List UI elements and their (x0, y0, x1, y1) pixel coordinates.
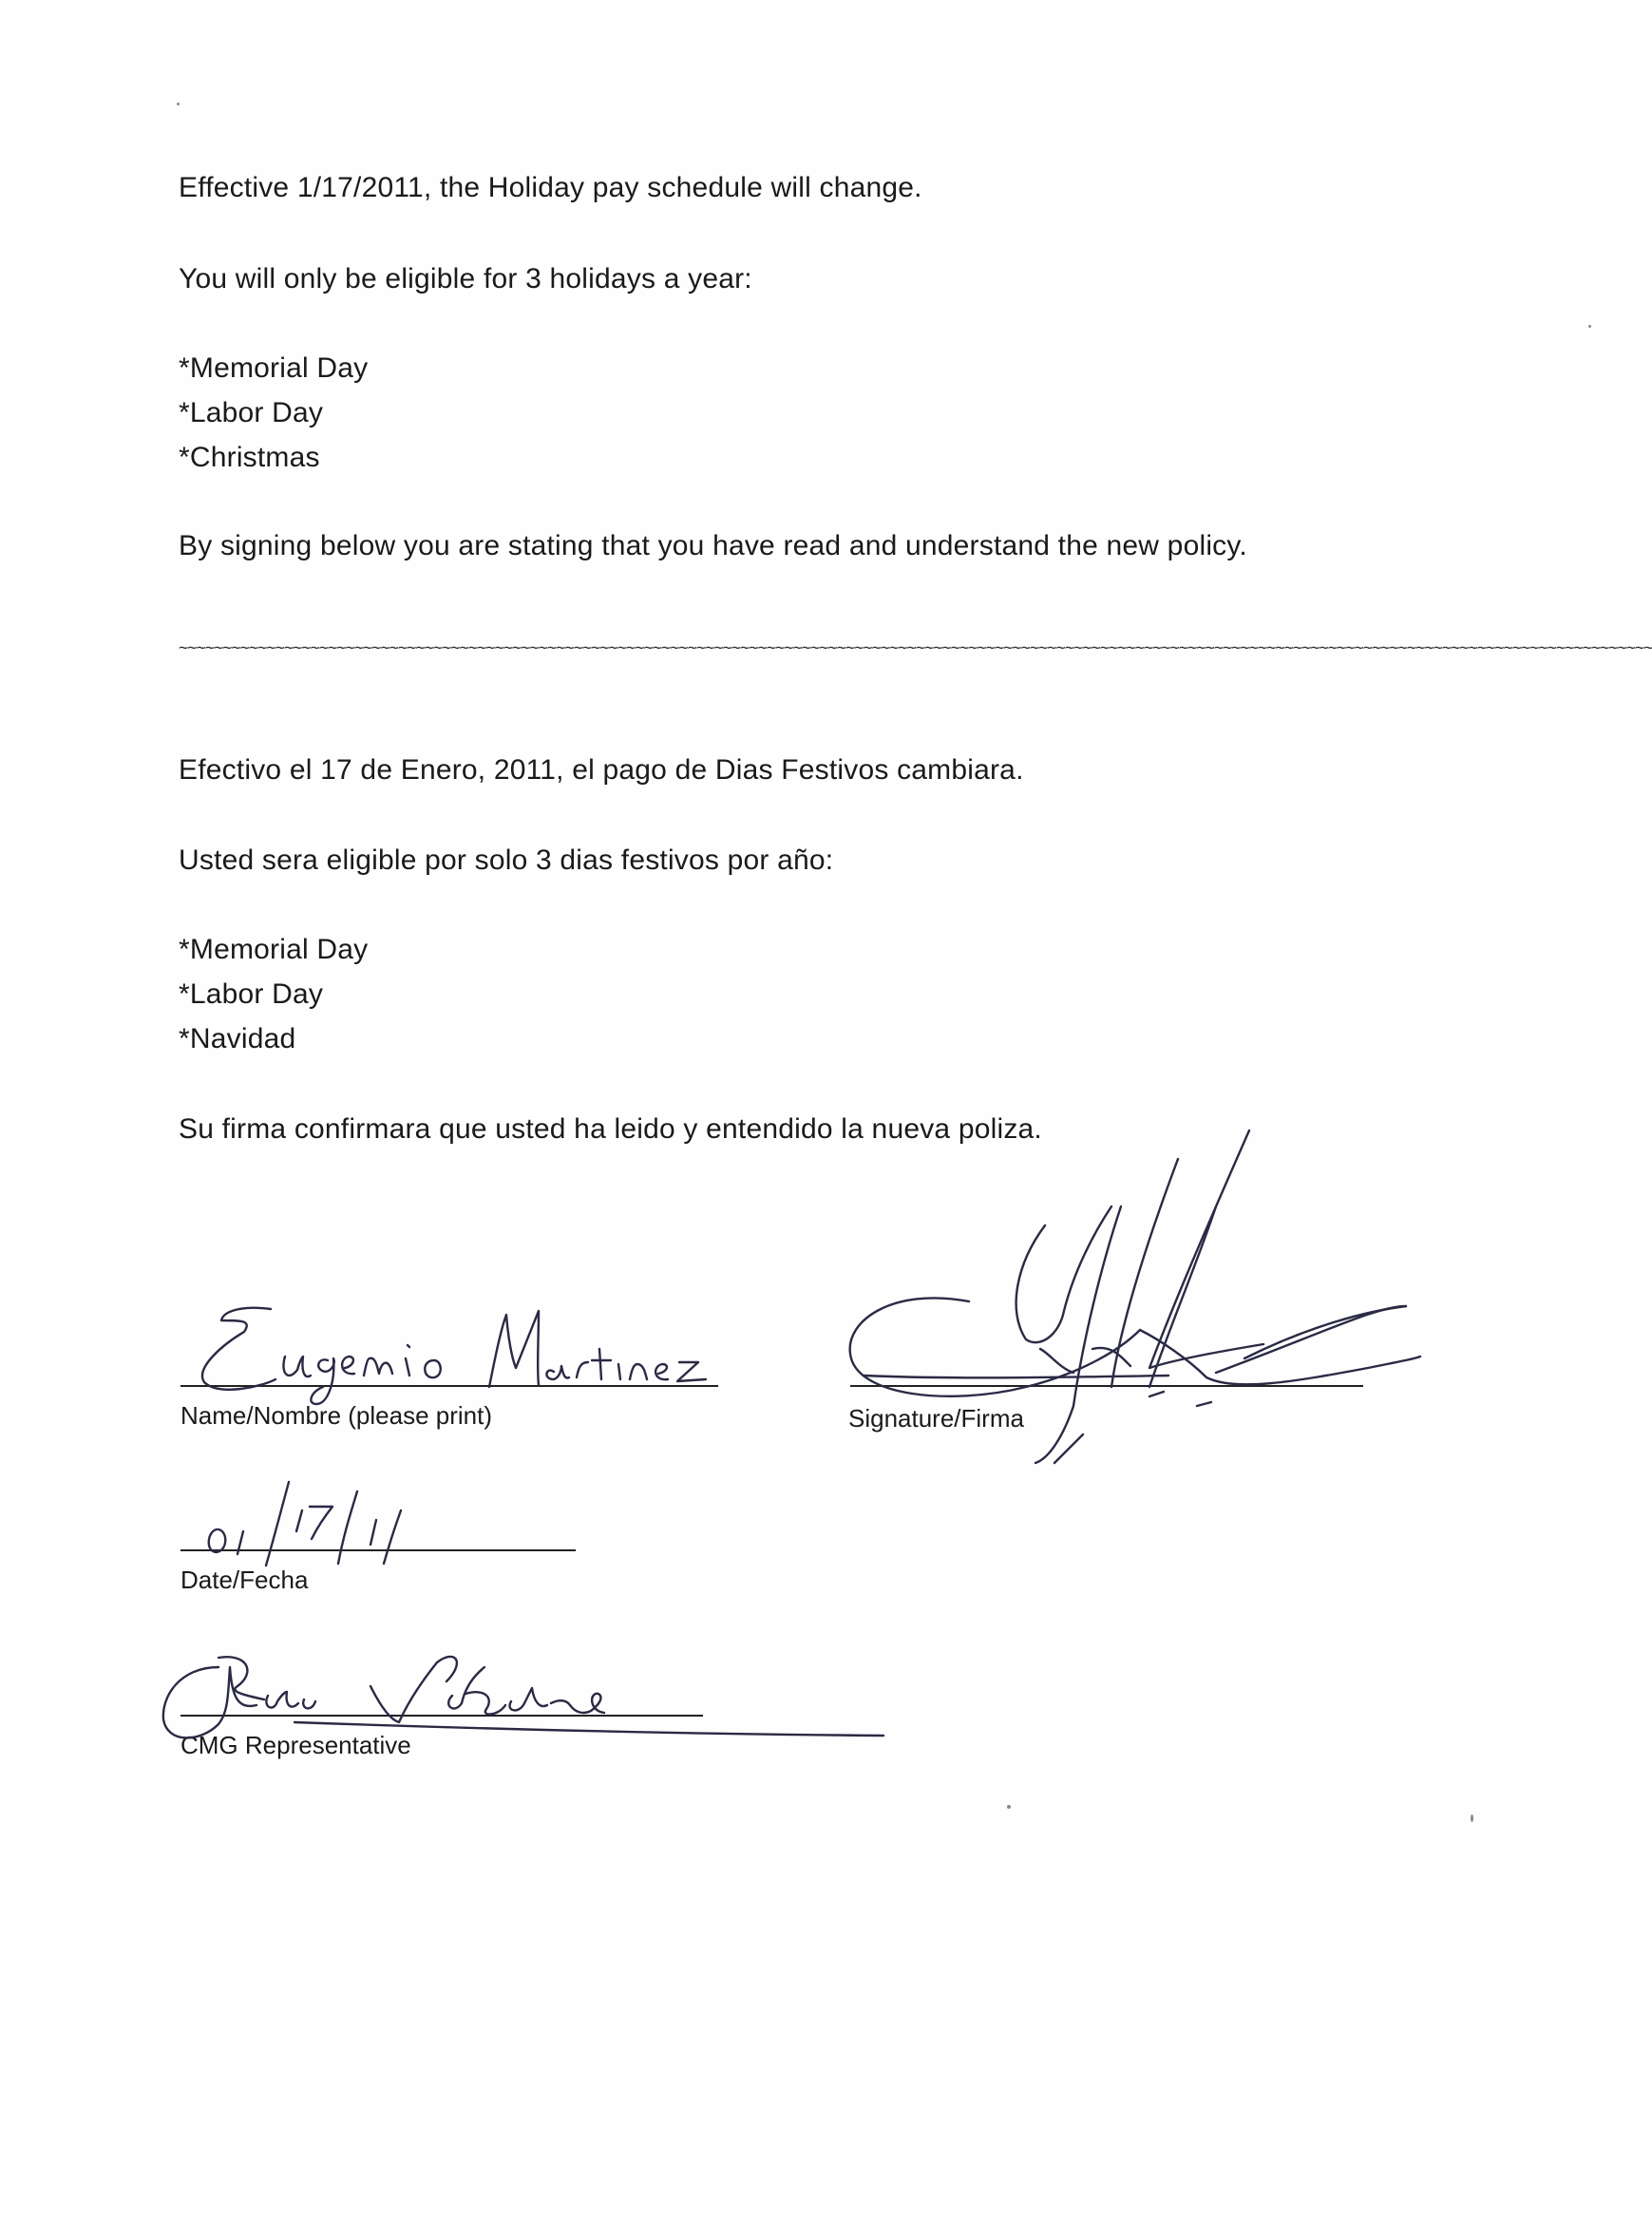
date-caption: Date/Fecha (180, 1566, 309, 1594)
scan-speck (177, 103, 180, 105)
tilde-separator-text: ~~~~~~~~~~~~~~~~~~~~~~~~~~~~~~~~~~~~~~~~~~~~~~~~~~~~~~~~~~~~~~~~~~~~~~~~~~~~~~~~~~~~~~~~~~~~~~~~~~~~~~~~~~~~~~~~~~~~~~~~~~~~~~~~~~~~~~~~~~~~~~~~~~~~~~~~~~~~~~~~~~~~~~~~ (179, 638, 1652, 657)
spanish-holiday-item: *Navidad (179, 1023, 296, 1054)
tilde-separator (179, 638, 1652, 657)
spanish-acknowledgement: Su firma confirmara que usted ha leido y entendido la nueva poliza. (179, 1113, 1042, 1145)
english-eligibility-line: You will only be eligible for 3 holidays a year: (179, 263, 752, 294)
representative-caption: CMG Representative (180, 1731, 411, 1759)
handwritten-signature (836, 1121, 1425, 1463)
english-holiday-item: *Memorial Day (179, 352, 369, 384)
english-acknowledgement: By signing below you are stating that you have read and understand the new policy. (179, 530, 1247, 561)
scan-speck (1588, 325, 1591, 328)
english-effective-line: Effective 1/17/2011, the Holiday pay schedule will change. (179, 172, 922, 203)
handwritten-representative-signature (152, 1629, 893, 1762)
spanish-holiday-item: *Memorial Day (179, 934, 369, 965)
english-holiday-item: *Christmas (179, 442, 320, 473)
scan-speck (1471, 1814, 1473, 1822)
spanish-effective-line: Efectivo el 17 de Enero, 2011, el pago de Dias Festivos cambiara. (179, 754, 1024, 786)
handwritten-date (190, 1472, 437, 1567)
spanish-holiday-item: *Labor Day (179, 978, 324, 1010)
handwritten-name (185, 1292, 746, 1425)
english-holiday-item: *Labor Day (179, 397, 324, 428)
signature-caption: Signature/Firma (848, 1404, 1024, 1433)
spanish-eligibility-line: Usted sera eligible por solo 3 dias festivos por año: (179, 845, 834, 876)
scan-speck (1007, 1805, 1011, 1809)
name-caption: Name/Nombre (please print) (180, 1401, 493, 1430)
